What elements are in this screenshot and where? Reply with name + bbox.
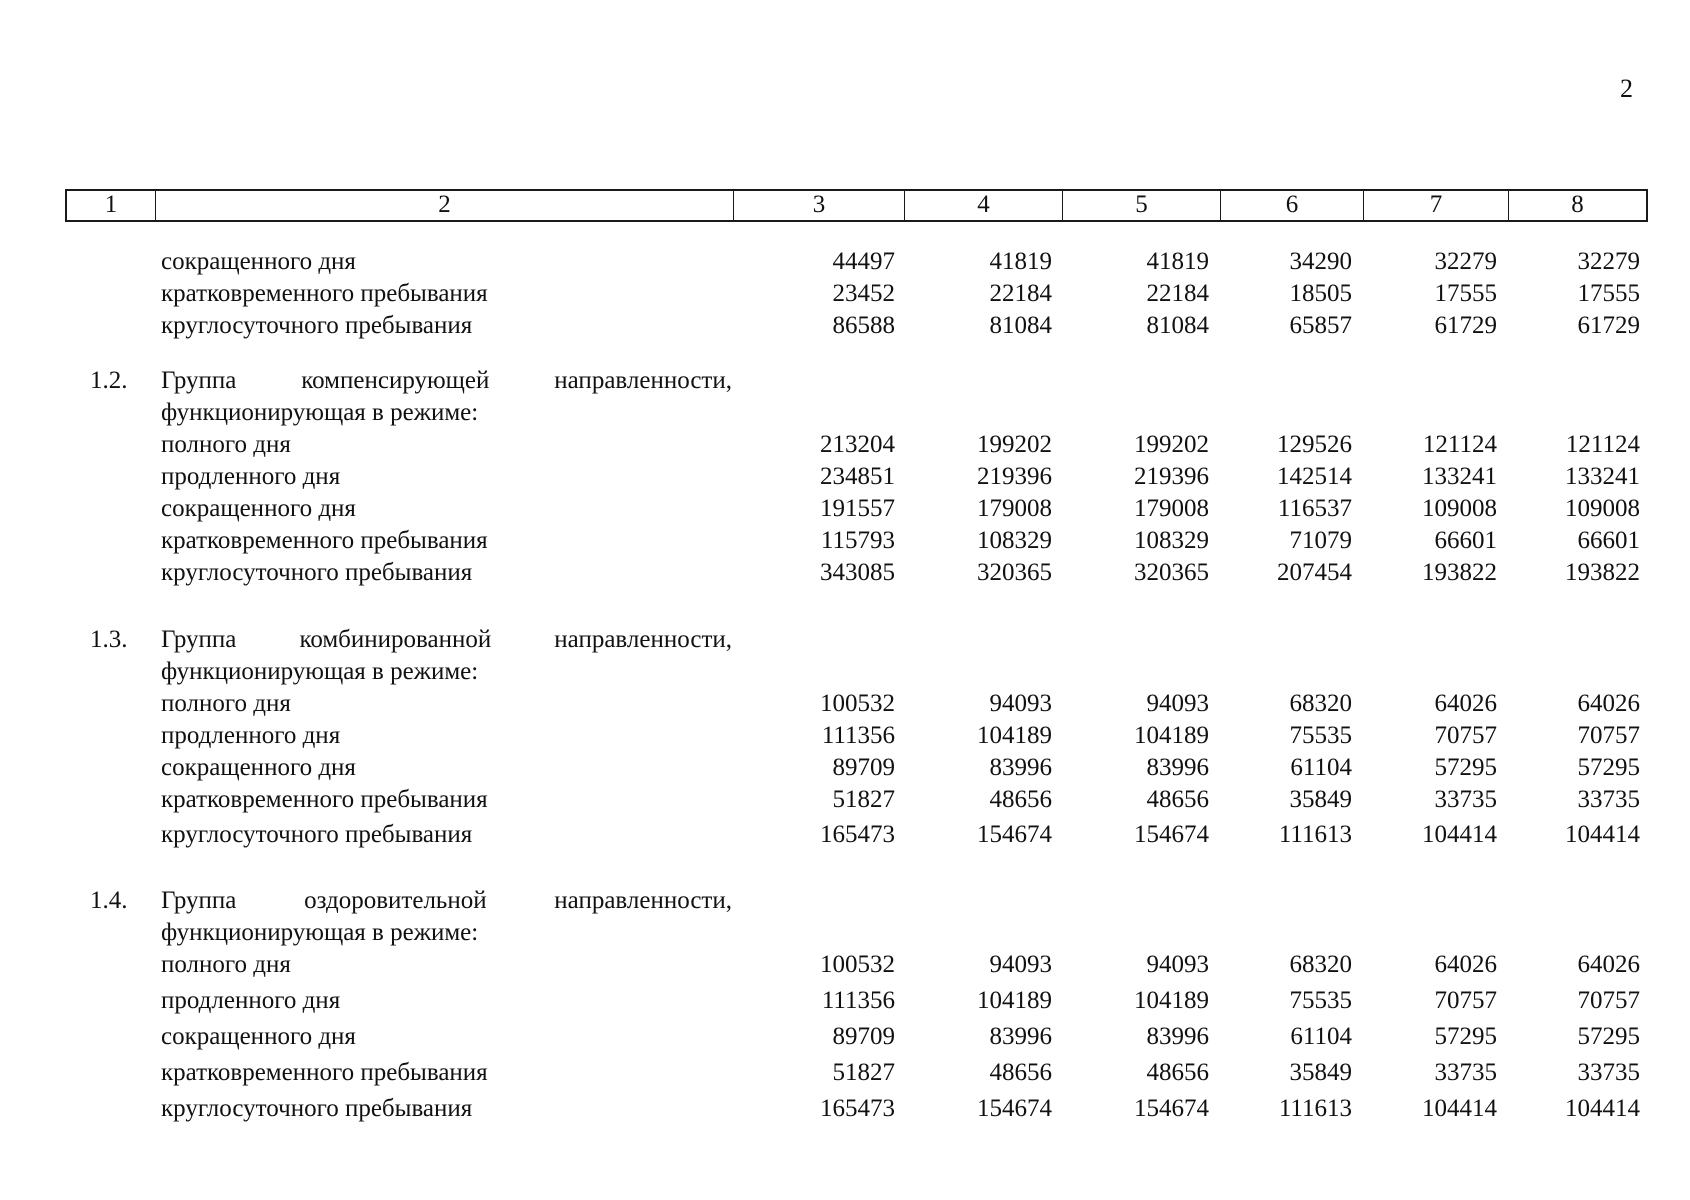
header-cell-3: 3 [733,191,904,220]
header-cell-4: 4 [904,191,1062,220]
value-col-6: 68320 [1289,690,1352,717]
row-label: полного дня [161,951,291,978]
value-col-4: 154674 [977,821,1052,848]
group-title: Группа компенсирующей направленности, [161,367,732,394]
value-col-3: 165473 [820,821,895,848]
value-col-8: 64026 [1577,951,1640,978]
value-col-5: 48656 [1146,786,1209,813]
value-col-4: 108329 [977,527,1052,554]
value-col-3: 115793 [820,527,895,554]
value-col-3: 44497 [832,248,895,275]
value-col-6: 142514 [1277,463,1352,490]
value-col-6: 61104 [1290,1023,1352,1050]
value-col-3: 111356 [821,722,895,749]
value-col-5: 41819 [1146,248,1209,275]
value-col-3: 51827 [832,1059,895,1086]
value-col-4: 179008 [977,495,1052,522]
row-label: кратковременного пребывания [161,280,488,307]
value-col-4: 22184 [989,280,1052,307]
value-col-7: 133241 [1422,463,1497,490]
value-col-5: 48656 [1146,1059,1209,1086]
value-col-4: 104189 [977,987,1052,1014]
value-col-5: 219396 [1134,463,1209,490]
header-cell-2: 2 [155,191,733,220]
value-col-8: 33735 [1577,1059,1640,1086]
value-col-5: 154674 [1134,1095,1209,1122]
value-col-7: 121124 [1422,431,1497,458]
row-label: круглосуточного пребывания [161,821,473,848]
value-col-6: 34290 [1289,248,1352,275]
value-col-7: 17555 [1434,280,1497,307]
value-col-3: 191557 [820,495,895,522]
value-col-3: 165473 [820,1095,895,1122]
row-label: продленного дня [161,987,341,1014]
value-col-6: 61104 [1290,754,1352,781]
row-label: продленного дня [161,722,341,749]
value-col-7: 70757 [1434,987,1497,1014]
header-cell-8: 8 [1508,191,1646,220]
value-col-7: 104414 [1422,1095,1497,1122]
value-col-6: 207454 [1277,559,1352,586]
value-col-8: 193822 [1565,559,1640,586]
row-label: кратковременного пребывания [161,527,488,554]
row-label: сокращенного дня [161,1023,356,1050]
value-col-7: 193822 [1422,559,1497,586]
value-col-6: 75535 [1289,722,1352,749]
value-col-6: 65857 [1289,312,1352,339]
value-col-8: 32279 [1577,248,1640,275]
value-col-7: 33735 [1434,786,1497,813]
value-col-7: 61729 [1434,312,1497,339]
value-col-6: 18505 [1289,280,1352,307]
header-cell-1: 1 [104,191,118,218]
value-col-5: 83996 [1146,1023,1209,1050]
row-label: кратковременного пребывания [161,1059,488,1086]
value-col-6: 111613 [1278,821,1352,848]
value-col-4: 83996 [989,1023,1052,1050]
value-col-4: 94093 [989,690,1052,717]
value-col-3: 89709 [832,1023,895,1050]
value-col-5: 108329 [1134,527,1209,554]
value-col-7: 33735 [1434,1059,1497,1086]
value-col-3: 89709 [832,754,895,781]
value-col-8: 66601 [1577,527,1640,554]
value-col-8: 57295 [1577,1023,1640,1050]
value-col-6: 129526 [1277,431,1352,458]
value-col-5: 81084 [1146,312,1209,339]
header-cell-6: 6 [1220,191,1363,220]
value-col-7: 32279 [1434,248,1497,275]
value-col-8: 70757 [1577,987,1640,1014]
group-title: Группа оздоровительной направленности, [161,887,732,914]
row-label: сокращенного дня [161,495,356,522]
value-col-5: 94093 [1146,690,1209,717]
value-col-7: 64026 [1434,690,1497,717]
value-col-7: 57295 [1434,754,1497,781]
table-header-row [65,189,1648,222]
value-col-5: 199202 [1134,431,1209,458]
value-col-5: 104189 [1134,722,1209,749]
value-col-7: 66601 [1434,527,1497,554]
value-col-3: 23452 [832,280,895,307]
value-col-5: 94093 [1146,951,1209,978]
value-col-7: 70757 [1434,722,1497,749]
value-col-8: 133241 [1565,463,1640,490]
value-col-8: 61729 [1577,312,1640,339]
row-label: круглосуточного пребывания [161,1095,473,1122]
value-col-7: 64026 [1434,951,1497,978]
row-label: полного дня [161,690,291,717]
value-col-4: 41819 [989,248,1052,275]
value-col-4: 320365 [977,559,1052,586]
value-col-6: 68320 [1289,951,1352,978]
row-label: круглосуточного пребывания [161,312,473,339]
value-col-7: 57295 [1434,1023,1497,1050]
group-title: Группа комбинированной направленности, [161,626,732,653]
value-col-3: 343085 [820,559,895,586]
row-label: круглосуточного пребывания [161,559,473,586]
value-col-5: 83996 [1146,754,1209,781]
value-col-5: 154674 [1134,821,1209,848]
value-col-3: 213204 [820,431,895,458]
value-col-3: 111356 [821,987,895,1014]
value-col-5: 22184 [1146,280,1209,307]
value-col-4: 199202 [977,431,1052,458]
value-col-4: 219396 [977,463,1052,490]
value-col-6: 71079 [1289,527,1352,554]
value-col-4: 48656 [989,1059,1052,1086]
header-cell-5: 5 [1062,191,1220,220]
value-col-8: 57295 [1577,754,1640,781]
value-col-7: 104414 [1422,821,1497,848]
value-col-3: 234851 [820,463,895,490]
value-col-4: 94093 [989,951,1052,978]
value-col-6: 116537 [1277,495,1352,522]
group-subtitle: функционирующая в режиме: [161,399,479,426]
value-col-3: 100532 [820,690,895,717]
value-col-5: 320365 [1134,559,1209,586]
group-subtitle: функционирующая в режиме: [161,919,479,946]
value-col-6: 111613 [1278,1095,1352,1122]
value-col-4: 81084 [989,312,1052,339]
value-col-8: 104414 [1565,821,1640,848]
value-col-3: 100532 [820,951,895,978]
value-col-3: 51827 [832,786,895,813]
value-col-8: 17555 [1577,280,1640,307]
row-label: сокращенного дня [161,248,356,275]
row-label: кратковременного пребывания [161,786,488,813]
page-number: 2 [1620,74,1633,103]
value-col-8: 104414 [1565,1095,1640,1122]
group-number: 1.3. [90,626,128,653]
value-col-8: 109008 [1565,495,1640,522]
value-col-6: 75535 [1289,987,1352,1014]
value-col-7: 109008 [1422,495,1497,522]
value-col-3: 86588 [832,312,895,339]
value-col-8: 64026 [1577,690,1640,717]
value-col-8: 70757 [1577,722,1640,749]
group-number: 1.4. [90,887,128,914]
value-col-5: 179008 [1134,495,1209,522]
row-label: полного дня [161,431,291,458]
value-col-8: 33735 [1577,786,1640,813]
row-label: продленного дня [161,463,341,490]
group-number: 1.2. [90,367,128,394]
header-cell-7: 7 [1363,191,1508,220]
value-col-4: 48656 [989,786,1052,813]
value-col-4: 83996 [989,754,1052,781]
value-col-6: 35849 [1289,786,1352,813]
row-label: сокращенного дня [161,754,356,781]
value-col-6: 35849 [1289,1059,1352,1086]
value-col-4: 104189 [977,722,1052,749]
value-col-4: 154674 [977,1095,1052,1122]
value-col-5: 104189 [1134,987,1209,1014]
group-subtitle: функционирующая в режиме: [161,658,479,685]
value-col-8: 121124 [1565,431,1640,458]
